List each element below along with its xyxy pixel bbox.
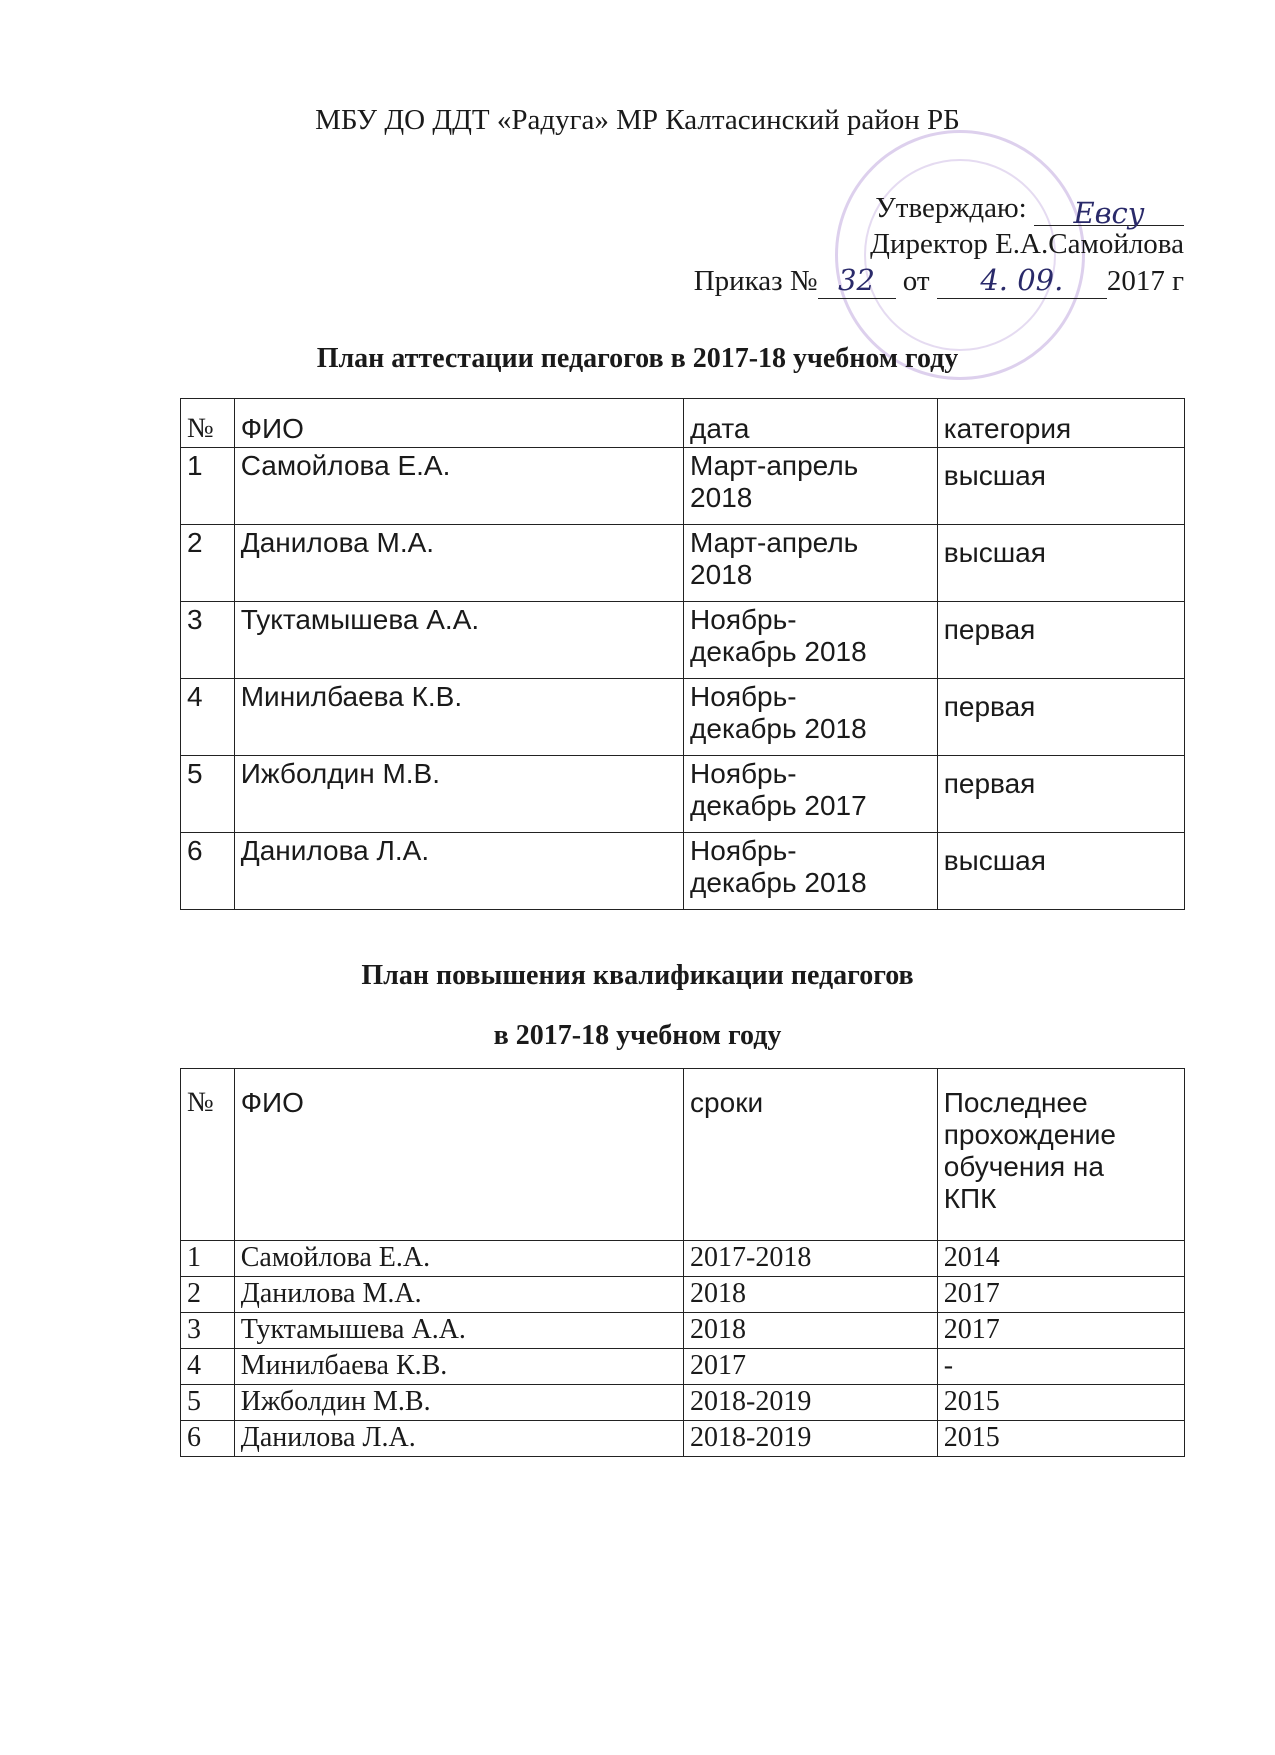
row-name: Туктамышева А.А. xyxy=(234,602,683,679)
row-date-line1: Ноябрь- xyxy=(690,835,797,866)
header-num: № xyxy=(181,1069,235,1241)
table-row xyxy=(181,602,1185,679)
row-num: 3 xyxy=(181,1313,235,1349)
row-name: Данилова Л.А. xyxy=(234,833,683,910)
row-category: высшая xyxy=(937,833,1184,910)
row-name: Ижболдин М.В. xyxy=(234,756,683,833)
row-name: Туктамышева А.А. xyxy=(234,1313,683,1349)
attestation-table xyxy=(180,398,1185,910)
director-name: Директор Е.А.Самойлова xyxy=(870,228,1184,260)
header-category: категория xyxy=(937,399,1184,448)
row-num: 6 xyxy=(181,1421,235,1457)
row-date xyxy=(684,679,938,756)
row-name: Минилбаева К.В. xyxy=(234,1349,683,1385)
order-from-label: от xyxy=(902,265,930,297)
header-num: № xyxy=(181,399,235,448)
row-last-training: 2015 xyxy=(937,1421,1184,1457)
order-date: 4. 09. xyxy=(937,262,1107,299)
table-row xyxy=(181,525,1185,602)
table-row xyxy=(181,679,1185,756)
table-header-row xyxy=(181,399,1185,448)
header-last-line3: обучения на xyxy=(943,1151,1104,1182)
row-category: высшая xyxy=(937,448,1184,525)
row-num: 3 xyxy=(181,602,235,679)
row-category: высшая xyxy=(937,525,1184,602)
row-name: Ижболдин М.В. xyxy=(234,1385,683,1421)
table-row xyxy=(181,1421,1185,1457)
table-row xyxy=(181,1349,1185,1385)
row-date-line1: Март-апрель xyxy=(690,527,859,558)
table-row xyxy=(181,1313,1185,1349)
row-date-line2: декабрь 2018 xyxy=(690,636,867,667)
row-date-line1: Ноябрь- xyxy=(690,758,797,789)
row-category: первая xyxy=(937,679,1184,756)
row-period: 2018 xyxy=(684,1313,938,1349)
row-date xyxy=(684,602,938,679)
row-num: 1 xyxy=(181,1241,235,1277)
approve-label: Утверждаю: xyxy=(875,192,1027,224)
row-date xyxy=(684,525,938,602)
row-category: первая xyxy=(937,602,1184,679)
row-period: 2018 xyxy=(684,1277,938,1313)
row-num: 1 xyxy=(181,448,235,525)
row-category: первая xyxy=(937,756,1184,833)
row-name: Данилова М.А. xyxy=(234,1277,683,1313)
header-name: ФИО xyxy=(234,1069,683,1241)
row-name: Самойлова Е.А. xyxy=(234,1241,683,1277)
row-date-line2: декабрь 2018 xyxy=(690,867,867,898)
table-row xyxy=(181,756,1185,833)
row-period: 2017-2018 xyxy=(684,1241,938,1277)
row-date-line2: 2018 xyxy=(690,482,753,513)
qualification-title-line1: План повышения квалификации педагогов xyxy=(361,960,914,991)
organization-name: МБУ ДО ДДТ «Радуга» МР Калтасинский район РБ xyxy=(315,104,960,136)
header-last-training xyxy=(937,1069,1184,1241)
row-date xyxy=(684,833,938,910)
row-date xyxy=(684,448,938,525)
row-name: Данилова М.А. xyxy=(234,525,683,602)
row-last-training: - xyxy=(937,1349,1184,1385)
row-last-training: 2015 xyxy=(937,1385,1184,1421)
attestation-title: План аттестации педагогов в 2017-18 учебном году xyxy=(316,343,959,374)
row-last-training: 2017 xyxy=(937,1277,1184,1313)
approve-line xyxy=(694,190,1184,230)
row-period: 2018-2019 xyxy=(684,1421,938,1457)
order-number: 32 xyxy=(818,262,896,299)
header-last-line4: КПК xyxy=(943,1183,997,1214)
row-period: 2018-2019 xyxy=(684,1385,938,1421)
row-num: 4 xyxy=(181,1349,235,1385)
row-date-line1: Ноябрь- xyxy=(690,604,797,635)
order-year: 2017 г xyxy=(1106,265,1184,297)
table-row xyxy=(181,833,1185,910)
row-last-training: 2014 xyxy=(937,1241,1184,1277)
row-num: 4 xyxy=(181,679,235,756)
row-num: 5 xyxy=(181,756,235,833)
header-date: дата xyxy=(684,399,938,448)
row-date-line2: декабрь 2018 xyxy=(690,713,867,744)
row-num: 6 xyxy=(181,833,235,910)
director-signature: Евсу xyxy=(1034,195,1184,226)
header-period: сроки xyxy=(684,1069,938,1241)
row-num: 2 xyxy=(181,1277,235,1313)
header-name: ФИО xyxy=(234,399,683,448)
header-last-line2: прохождение xyxy=(943,1119,1116,1150)
row-name: Данилова Л.А. xyxy=(234,1421,683,1457)
row-name: Самойлова Е.А. xyxy=(234,448,683,525)
row-date-line2: 2018 xyxy=(690,559,753,590)
order-label: Приказ № xyxy=(693,265,818,297)
order-line xyxy=(694,262,1184,299)
table-header-row xyxy=(181,1069,1185,1241)
row-num: 2 xyxy=(181,525,235,602)
row-date-line2: декабрь 2017 xyxy=(690,790,867,821)
approval-block xyxy=(694,190,1184,299)
table-row xyxy=(181,1241,1185,1277)
header-last-line1: Последнее xyxy=(943,1087,1088,1118)
row-date-line1: Ноябрь- xyxy=(690,681,797,712)
table-row xyxy=(181,1385,1185,1421)
table-row xyxy=(181,1277,1185,1313)
row-last-training: 2017 xyxy=(937,1313,1184,1349)
table-row xyxy=(181,448,1185,525)
row-num: 5 xyxy=(181,1385,235,1421)
row-name: Минилбаева К.В. xyxy=(234,679,683,756)
qualification-title-line2: в 2017-18 учебном году xyxy=(493,1020,782,1051)
qualification-table xyxy=(180,1068,1185,1457)
row-date xyxy=(684,756,938,833)
row-period: 2017 xyxy=(684,1349,938,1385)
row-date-line1: Март-апрель xyxy=(690,450,859,481)
